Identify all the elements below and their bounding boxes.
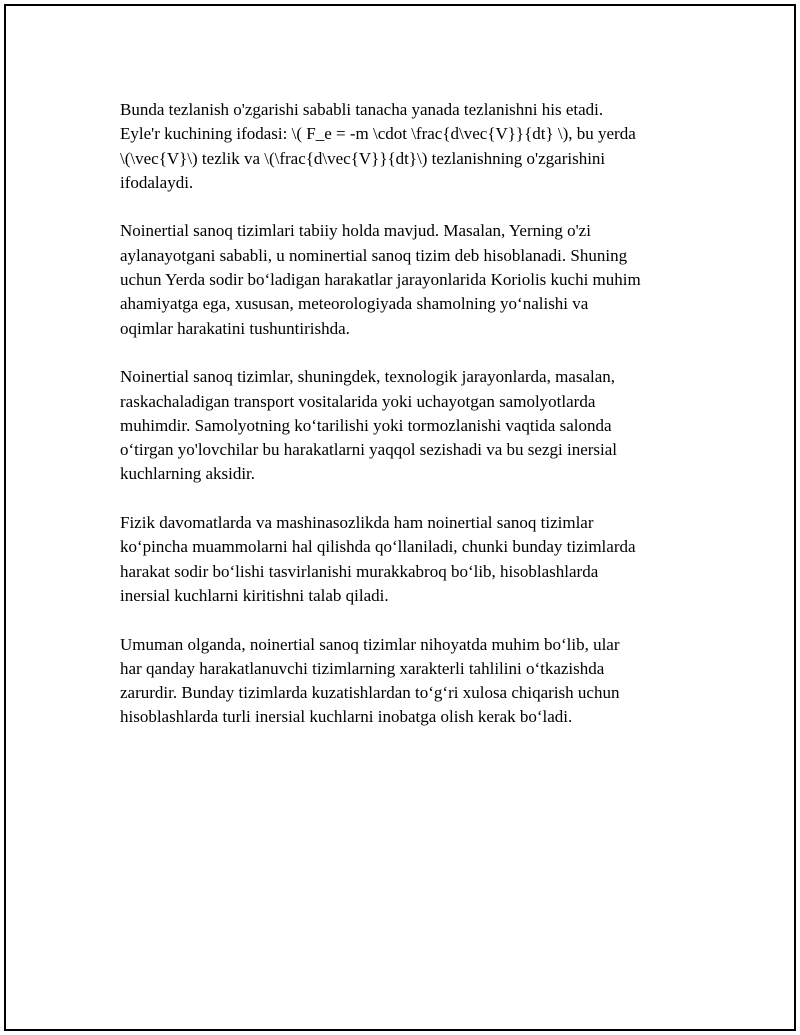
page-border: [4, 4, 796, 1031]
paragraph-conclusion: Umuman olganda, noinertial sanoq tizimlar nihoyatda muhim bo‘lib, ular har qanday harakatlanuvchi tizimlarning xarakterli tahlilini o‘tkazishda zarurdir. Bunday tizimlarda kuzatishlardan to‘g‘ri xulosa chiqarish uchun hisoblashlarda turli inersial kuchlarni inobatga olish kerak bo‘ladi.: [120, 634, 620, 727]
document-body: [120, 98, 710, 754]
paragraph-technology: Noinertial sanoq tizimlar, shuningdek, texnologik jarayonlarda, masalan, raskachaladigan transport vositalarida yoki uchayotgan samolyotlarda muhimdir. Samolyotning ko‘tarilishi yoki tormozlanishi vaqtida salonda o‘tirgan yo'lovchilar bu harakatlarni yaqqol sezishadi va bu sezgi inersial kuchlarning aksidir.: [120, 367, 618, 484]
paragraph-earth-rotation: Noinertial sanoq tizimlari tabiiy holda mavjud. Masalan, Yerning o'zi aylanayotgani sababli, u nominertial sanoq tizim deb hisoblanadi. Shuning uchun Yerda sodir bo‘ladigan harakatlar jarayonlarida Koriolis kuchi muhim ahamiyatga ega, xususan, meteorologiyada shamolning yo‘nalishi va oqimlar harakatini tushuntirishda.: [120, 221, 641, 338]
paragraph-euler-force: Bunda tezlanish o'zgarishi sababli tanacha yanada tezlanishni his etadi. Eyle'r kuchining ifodasi: \( F_e = -m \cdot \frac{d\vec{V}}{dt} \), bu yerda \(\vec{V}\) tezlik va \(\frac{d\vec{V}}{dt}\) tezlanishning o'zgarishini ifodalaydi.: [120, 100, 636, 192]
paragraph-engineering: Fizik davomatlarda va mashinasozlikda ham noinertial sanoq tizimlar ko‘pincha muammolarni hal qilishda qo‘llaniladi, chunki bunday tizimlarda harakat sodir bo‘lishi tasvirlanishi murakkabroq bo‘lib, hisoblashlarda inersial kuchlarni kiritishni talab qiladi.: [120, 513, 636, 605]
